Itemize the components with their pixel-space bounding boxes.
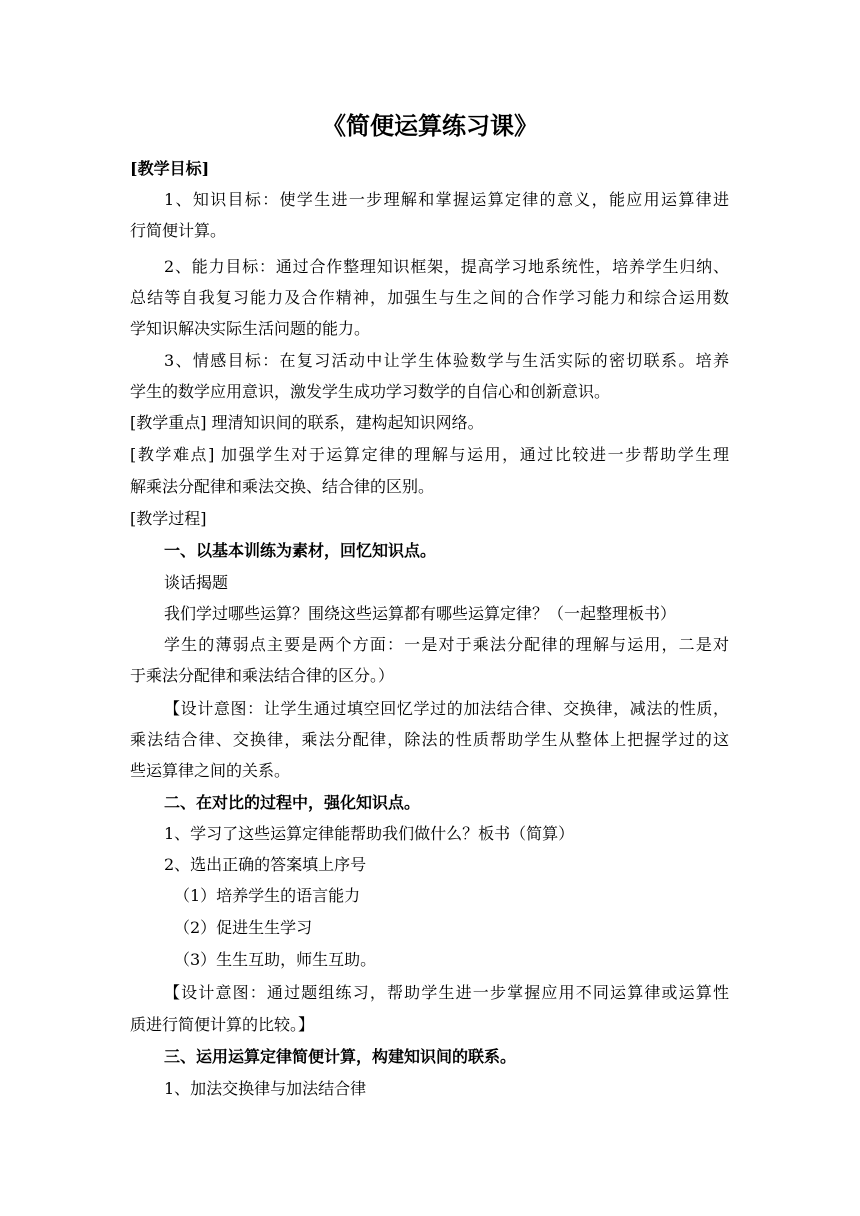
paragraph-line: 3、情感目标：在复习活动中让学生体验数学与生活实际的密切联系。培养 (164, 351, 729, 370)
paragraph-line: 学生的数学应用意识，激发学生成功学习数学的自信心和创新意识。 (130, 382, 611, 401)
part-heading-2: 二、在对比的过程中，强化知识点。 (164, 793, 421, 812)
list-item: （1）培养学生的语言能力 (174, 886, 361, 905)
paragraph-line: 行简便计算。 (130, 221, 227, 240)
paragraph-line: 2、选出正确的答案填上序号 (164, 855, 367, 874)
design-intent-line: 质进行简便计算的比较。】 (130, 1015, 315, 1034)
paragraph-line: 1、加法交换律与加法结合律 (164, 1079, 367, 1098)
paragraph-line: 1、知识目标：使学生进一步理解和掌握运算定律的意义，能应用运算律进 (164, 190, 729, 209)
paragraph-line: 我们学过哪些运算？围绕这些运算都有哪些运算定律？（一起整理板书） (164, 604, 677, 623)
part-heading-3: 三、运用运算定律简便计算，构建知识间的联系。 (164, 1047, 517, 1066)
design-intent-line: 乘法结合律、交换律，乘法分配律，除法的性质帮助学生从整体上把握学过的这 (130, 730, 729, 749)
section-heading-objectives: [教学目标] (130, 159, 210, 178)
paragraph-line: 谈话揭题 (164, 573, 229, 592)
paragraph-line: 于乘法分配律和乘法结合律的区分。） (130, 666, 395, 685)
paragraph-line: 解乘法分配律和乘法交换、结合律的区别。 (130, 477, 435, 496)
paragraph-line: 1、学习了这些运算定律能帮助我们做什么？板书（简算） (164, 824, 575, 843)
paragraph-line: 学生的薄弱点主要是两个方面：一是对于乘法分配律的理解与运用，二是对 (164, 635, 729, 654)
key-points-line: [教学重点] 理清知识间的联系，建构起知识网络。 (130, 413, 484, 432)
document-title: 《简便运算练习课》 (322, 111, 538, 140)
list-item: （3）生生互助，师生互助。 (174, 950, 377, 969)
design-intent-line: 【设计意图：让学生通过填空回忆学过的加法结合律、交换律，减法的性质， (164, 699, 729, 718)
paragraph-line: 2、能力目标：通过合作整理知识框架，提高学习地系统性，培养学生归纳、 (164, 257, 729, 276)
difficult-points-line: [教学难点] 加强学生对于运算定律的理解与运用，通过比较进一步帮助学生理 (130, 445, 729, 464)
design-intent-line: 【设计意图：通过题组练习，帮助学生进一步掌握应用不同运算律或运算性 (164, 983, 729, 1002)
section-heading-process: [教学过程] (130, 509, 207, 528)
paragraph-line: 学知识解决实际生活问题的能力。 (130, 319, 371, 338)
part-heading-1: 一、以基本训练为素材，回忆知识点。 (164, 541, 437, 560)
list-item: （2）促进生生学习 (174, 918, 313, 937)
design-intent-line: 些运算律之间的关系。 (130, 761, 291, 780)
paragraph-line: 总结等自我复习能力及合作精神，加强生与生之间的合作学习能力和综合运用数 (130, 288, 729, 307)
